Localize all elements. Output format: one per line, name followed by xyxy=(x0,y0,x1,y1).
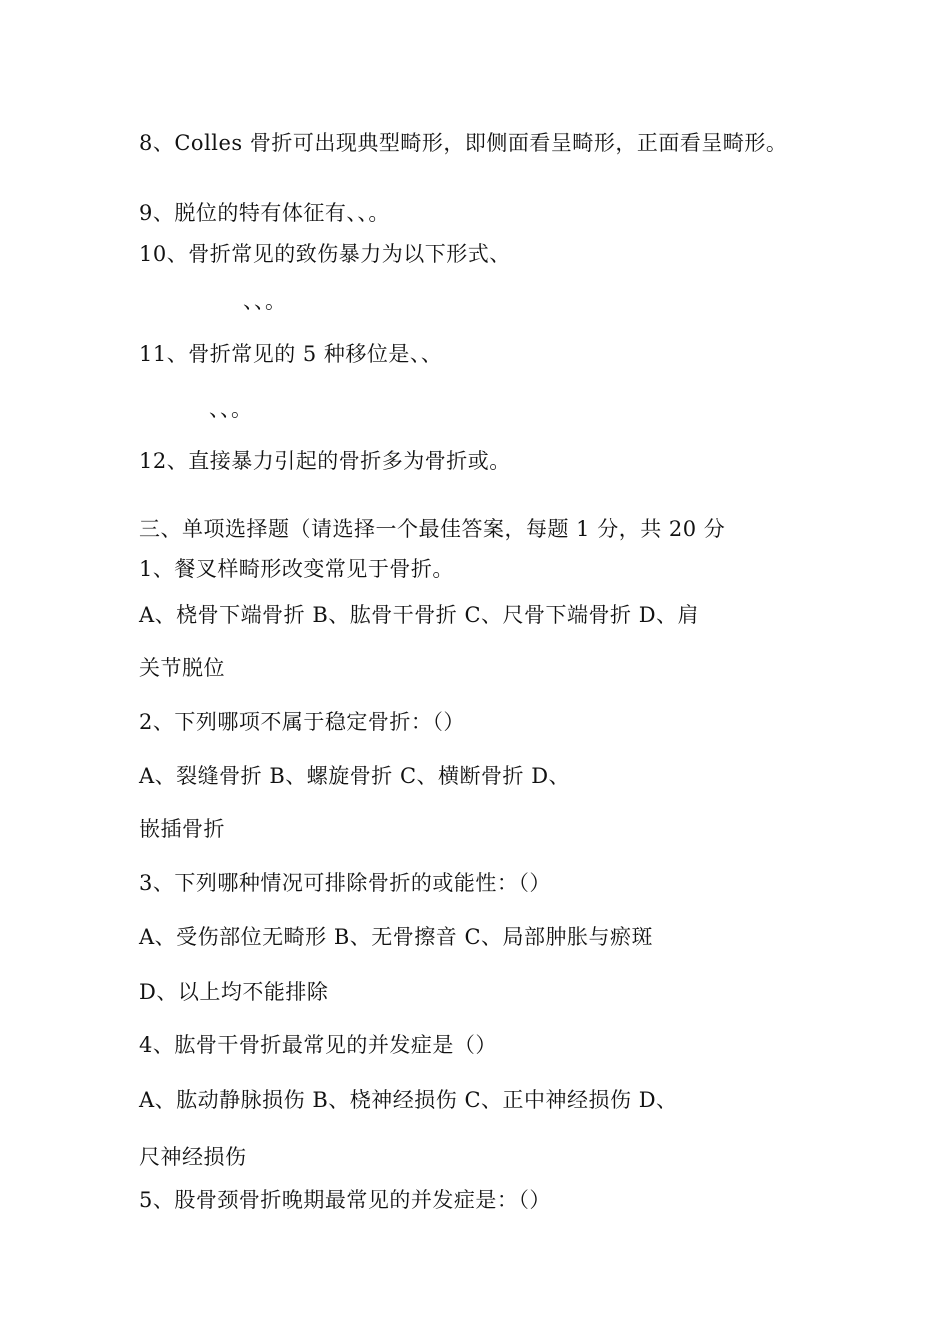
question-11-line: 11、骨折常见的 5 种移位是、、 xyxy=(139,342,443,366)
question-10-line: 10、骨折常见的致伤暴力为以下形式、 xyxy=(139,242,511,266)
mcq-2-options: A、裂缝骨折 B、螺旋骨折 C、横断骨折 D、 xyxy=(139,764,571,788)
question-11-continuation: 、、。 xyxy=(209,397,253,421)
mcq-2-question: 2、下列哪项不属于稳定骨折：（） xyxy=(139,710,465,734)
mcq-1-question: 1、餐叉样畸形改变常见于骨折。 xyxy=(139,557,454,581)
mcq-3-options: A、受伤部位无畸形 B、无骨擦音 C、局部肿胀与瘀斑 xyxy=(139,925,654,949)
question-9-line: 9、脱位的特有体征有、、。 xyxy=(139,201,390,225)
question-10-continuation: 、、。 xyxy=(243,289,287,313)
section-3-heading: 三、单项选择题（请选择一个最佳答案，每题 1 分，共 20 分 xyxy=(139,517,726,541)
mcq-3-options-continuation: D、以上均不能排除 xyxy=(139,980,329,1004)
mcq-4-options: A、肱动静脉损伤 B、桡神经损伤 C、正中神经损伤 D、 xyxy=(139,1088,678,1112)
mcq-1-options-continuation: 关节脱位 xyxy=(139,656,225,680)
mcq-5-question: 5、股骨颈骨折晚期最常见的并发症是：（） xyxy=(139,1188,551,1212)
question-8-line: 8、Colles 骨折可出现典型畸形，即侧面看呈畸形，正面看呈畸形。 xyxy=(139,131,788,155)
mcq-2-options-continuation: 嵌插骨折 xyxy=(139,817,225,841)
question-12-line: 12、直接暴力引起的骨折多为骨折或。 xyxy=(139,449,511,473)
mcq-4-options-continuation: 尺神经损伤 xyxy=(139,1145,247,1169)
mcq-4-question: 4、肱骨干骨折最常见的并发症是（） xyxy=(139,1033,497,1057)
mcq-3-question: 3、下列哪种情况可排除骨折的或能性：（） xyxy=(139,871,551,895)
mcq-1-options: A、桡骨下端骨折 B、肱骨干骨折 C、尺骨下端骨折 D、肩 xyxy=(139,603,700,627)
